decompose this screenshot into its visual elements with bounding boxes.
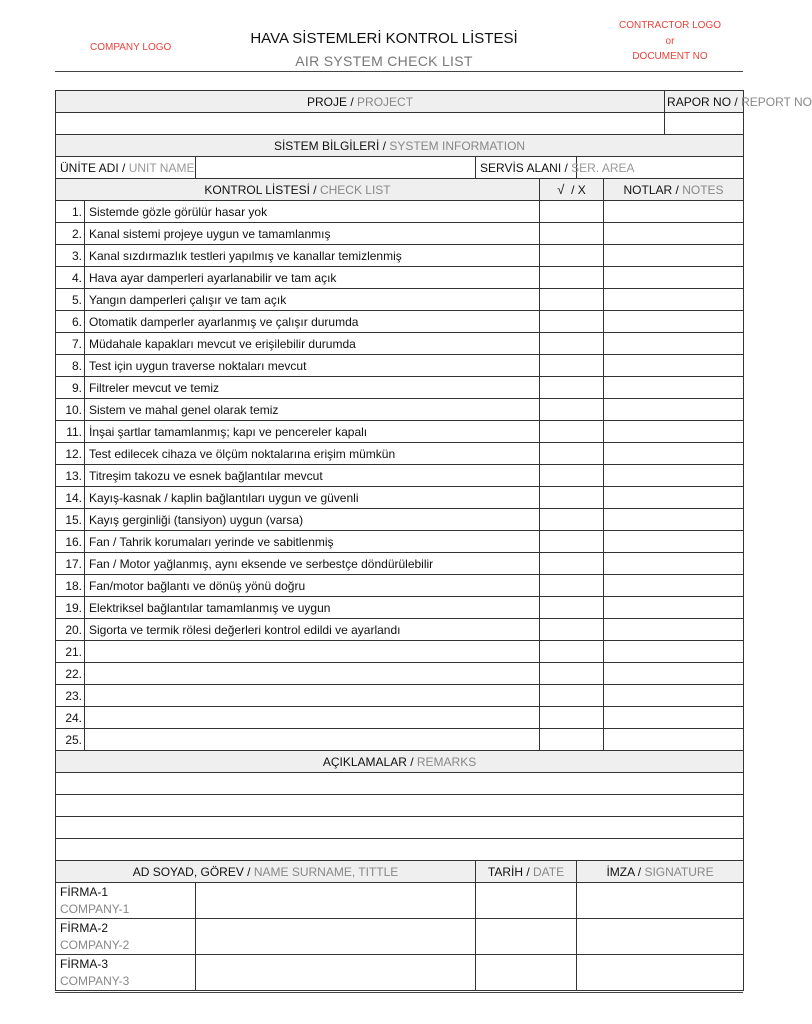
item-check-box[interactable] [540,685,604,707]
item-number: 2. [56,223,85,245]
item-number: 18. [56,575,85,597]
unit-name-label: ÜNİTE ADI / [60,160,126,175]
item-notes-field[interactable] [604,223,744,245]
item-number: 25. [56,729,85,751]
company-label: FİRMA-2 [60,921,108,935]
checklist-row [56,465,744,487]
item-check-box[interactable] [540,619,604,641]
checklist-row [56,487,744,509]
item-text [85,685,540,707]
item-check-box[interactable] [540,399,604,421]
item-text: Fan / Motor yağlanmış, aynı eksende ve serbestçe döndürülebilir [85,553,540,575]
check-mark-icon: √ [557,182,565,197]
item-text: Sistem ve mahal genel olarak temiz [85,399,540,421]
name-title-label: AD SOYAD, GÖREV / [132,864,251,879]
item-text: Sigorta ve termik rölesi değerleri kontrol edildi ve ayarlandı [85,619,540,641]
item-check-box[interactable] [540,663,604,685]
name-title-label-en: NAME SURNAME, TITTLE [253,864,399,879]
item-number: 7. [56,333,85,355]
checklist-items [56,201,744,751]
company-label-en: COMPANY-2 [60,938,130,952]
item-check-box[interactable] [540,707,604,729]
date-label-en: DATE [533,864,565,879]
remarks-line[interactable] [56,795,744,817]
checklist-header [56,179,540,201]
project-value-field[interactable] [56,113,665,135]
item-text: Fan/motor bağlantı ve dönüş yönü doğru [85,575,540,597]
item-notes-field[interactable] [604,333,744,355]
contractor-or-text: or [665,35,675,47]
signature-field[interactable] [577,955,744,991]
item-number: 3. [56,245,85,267]
unit-name-field[interactable] [196,157,476,179]
item-text: Kayış gerginliği (tansiyon) uygun (varsa) [85,509,540,531]
item-number: 5. [56,289,85,311]
checklist-row [56,201,744,223]
company-label: FİRMA-1 [60,885,108,899]
report-no-header [665,91,812,113]
item-notes-field[interactable] [604,487,744,509]
item-notes-field[interactable] [604,509,744,531]
checklist-row [56,267,744,289]
item-notes-field[interactable] [604,575,744,597]
checklist-row [56,311,744,333]
item-number: 8. [56,355,85,377]
checklist-row [56,289,744,311]
contractor-logo-text: CONTRACTOR LOGO [618,20,722,31]
checklist-row [56,597,744,619]
checklist-row [56,223,744,245]
item-notes-field[interactable] [604,707,744,729]
item-number: 21. [56,641,85,663]
checklist-row [56,399,744,421]
name-title-header [56,861,476,883]
item-number: 11. [56,421,85,443]
checklist-row [56,575,744,597]
service-area-label-cell [476,157,635,179]
item-text: Müdahale kapakları mevcut ve erişilebilir durumda [85,333,540,355]
item-notes-field[interactable] [604,619,744,641]
signature-header [577,861,744,883]
service-area-label-en: SER. AREA [571,160,635,175]
item-number: 6. [56,311,85,333]
cross-mark-label: / X [571,183,586,197]
checklist-row [56,685,744,707]
checklist-form [55,90,812,991]
item-notes-field[interactable] [604,245,744,267]
footer-divider [55,992,743,993]
date-label: TARİH / [487,864,530,879]
item-text [85,729,540,751]
item-number: 14. [56,487,85,509]
remarks-line[interactable] [56,773,744,795]
item-number: 17. [56,553,85,575]
report-no-label-en: REPORT NO [741,94,812,109]
item-number: 9. [56,377,85,399]
item-text: Kanal sistemi projeye uygun ve tamamlanmış [85,223,540,245]
item-notes-field[interactable] [604,729,744,751]
report-no-label: RAPOR NO / [667,94,738,109]
item-text: Kanal sızdırmazlık testleri yapılmış ve kanallar temizlenmiş [85,245,540,267]
checklist-row [56,619,744,641]
item-number: 22. [56,663,85,685]
signature-label-en: SIGNATURE [644,864,714,879]
company-label-en: COMPANY-3 [60,974,130,988]
project-label-en: PROJECT [357,94,414,109]
item-notes-field[interactable] [604,355,744,377]
item-check-box[interactable] [540,267,604,289]
checklist-label: KONTROL LİSTESİ / [204,182,317,197]
form-subtitle: AIR SYSTEM CHECK LIST [295,53,473,69]
signoff-row [56,919,744,955]
item-text: Kayış-kasnak / kaplin bağlantıları uygun ve güvenli [85,487,540,509]
item-notes-field[interactable] [604,311,744,333]
item-text [85,707,540,729]
item-number: 23. [56,685,85,707]
signature-label: İMZA / [606,864,642,879]
item-text [85,663,540,685]
checklist-row [56,707,744,729]
system-info-label-en: SYSTEM INFORMATION [389,138,526,153]
item-notes-field[interactable] [604,465,744,487]
item-text: Test için uygun traverse noktaları mevcut [85,355,540,377]
unit-name-label-en: UNIT NAME [128,160,195,175]
checklist-row [56,641,744,663]
item-number: 20. [56,619,85,641]
form-title: HAVA SİSTEMLERİ KONTROL LİSTESİ [250,30,518,47]
item-number: 13. [56,465,85,487]
item-check-box[interactable] [540,421,604,443]
company-label: FİRMA-3 [60,957,108,971]
notes-label: NOTLAR / [623,182,679,197]
signature-field[interactable] [577,919,744,955]
remarks-label-en: REMARKS [416,754,477,769]
item-notes-field[interactable] [604,641,744,663]
item-notes-field[interactable] [604,553,744,575]
project-header [56,91,665,113]
item-text: Filtreler mevcut ve temiz [85,377,540,399]
checklist-row [56,245,744,267]
date-field[interactable] [476,883,577,919]
date-field[interactable] [476,955,577,991]
name-title-field[interactable] [196,919,476,955]
item-text: Yangın damperleri çalışır ve tam açık [85,289,540,311]
item-check-box[interactable] [540,553,604,575]
item-notes-field[interactable] [604,289,744,311]
item-notes-field[interactable] [604,399,744,421]
remarks-header [56,751,744,773]
check-mark-header [540,179,604,201]
item-number: 16. [56,531,85,553]
item-check-box[interactable] [540,597,604,619]
checklist-row [56,531,744,553]
name-title-field[interactable] [196,883,476,919]
item-check-box[interactable] [540,355,604,377]
item-number: 19. [56,597,85,619]
item-text: Fan / Tahrik korumaları yerinde ve sabitlenmiş [85,531,540,553]
item-notes-field[interactable] [604,201,744,223]
signature-field[interactable] [577,883,744,919]
item-notes-field[interactable] [604,443,744,465]
checklist-row [56,443,744,465]
item-number: 4. [56,267,85,289]
item-check-box[interactable] [540,509,604,531]
item-notes-field[interactable] [604,267,744,289]
company-cell [56,919,196,955]
item-check-box[interactable] [540,575,604,597]
item-number: 10. [56,399,85,421]
item-text: Hava ayar damperleri ayarlanabilir ve tam açık [85,267,540,289]
contractor-logo-placeholder [600,18,740,65]
report-no-value-field[interactable] [665,113,744,135]
item-text: Sistemde gözle görülür hasar yok [85,201,540,223]
checklist-row [56,355,744,377]
notes-label-en: NOTES [682,182,724,197]
notes-header [604,179,744,201]
item-number: 24. [56,707,85,729]
header-divider [55,71,743,72]
unit-name-label-cell [56,157,196,179]
item-check-box[interactable] [540,729,604,751]
signoff-row [56,955,744,991]
company-cell [56,955,196,991]
date-field[interactable] [476,919,577,955]
item-check-box[interactable] [540,641,604,663]
item-text: Test edilecek cihaza ve ölçüm noktalarına erişim mümkün [85,443,540,465]
remarks-line[interactable] [56,839,744,861]
checklist-row [56,421,744,443]
company-logo-placeholder: COMPANY LOGO [90,42,172,53]
name-title-field[interactable] [196,955,476,991]
item-check-box[interactable] [540,443,604,465]
service-area-label: SERVİS ALANI / [480,160,568,175]
remarks-line[interactable] [56,817,744,839]
item-notes-field[interactable] [604,663,744,685]
item-check-box[interactable] [540,377,604,399]
item-text: Elektriksel bağlantılar tamamlanmış ve uygun [85,597,540,619]
checklist-row [56,663,744,685]
item-check-box[interactable] [540,201,604,223]
item-notes-field[interactable] [604,377,744,399]
item-check-box[interactable] [540,333,604,355]
item-check-box[interactable] [540,465,604,487]
item-notes-field[interactable] [604,597,744,619]
date-header [476,861,577,883]
company-cell [56,883,196,919]
company-label-en: COMPANY-1 [60,902,130,916]
checklist-label-en: CHECK LIST [319,182,391,197]
system-info-label: SİSTEM BİLGİLERİ / [273,138,386,153]
item-text: Otomatik damperler ayarlanmış ve çalışır durumda [85,311,540,333]
checklist-row [56,553,744,575]
item-notes-field[interactable] [604,685,744,707]
signoff-rows [56,883,744,991]
item-check-box[interactable] [540,531,604,553]
item-text: Titreşim takozu ve esnek bağlantılar mevcut [85,465,540,487]
item-number: 12. [56,443,85,465]
item-number: 15. [56,509,85,531]
checklist-row [56,333,744,355]
project-label: PROJE / [307,94,354,109]
checklist-row [56,509,744,531]
checklist-row [56,377,744,399]
checklist-row [56,729,744,751]
item-check-box[interactable] [540,223,604,245]
remarks-label: AÇIKLAMALAR / [322,754,414,769]
document-no-text: DOCUMENT NO [632,51,708,62]
item-check-box[interactable] [540,311,604,333]
item-text [85,641,540,663]
signoff-row [56,883,744,919]
system-info-header [56,135,744,157]
item-notes-field[interactable] [604,421,744,443]
item-check-box[interactable] [540,245,604,267]
item-check-box[interactable] [540,487,604,509]
item-number: 1. [56,201,85,223]
item-notes-field[interactable] [604,531,744,553]
item-text: İnşai şartlar tamamlanmış; kapı ve pencereler kapalı [85,421,540,443]
item-check-box[interactable] [540,289,604,311]
